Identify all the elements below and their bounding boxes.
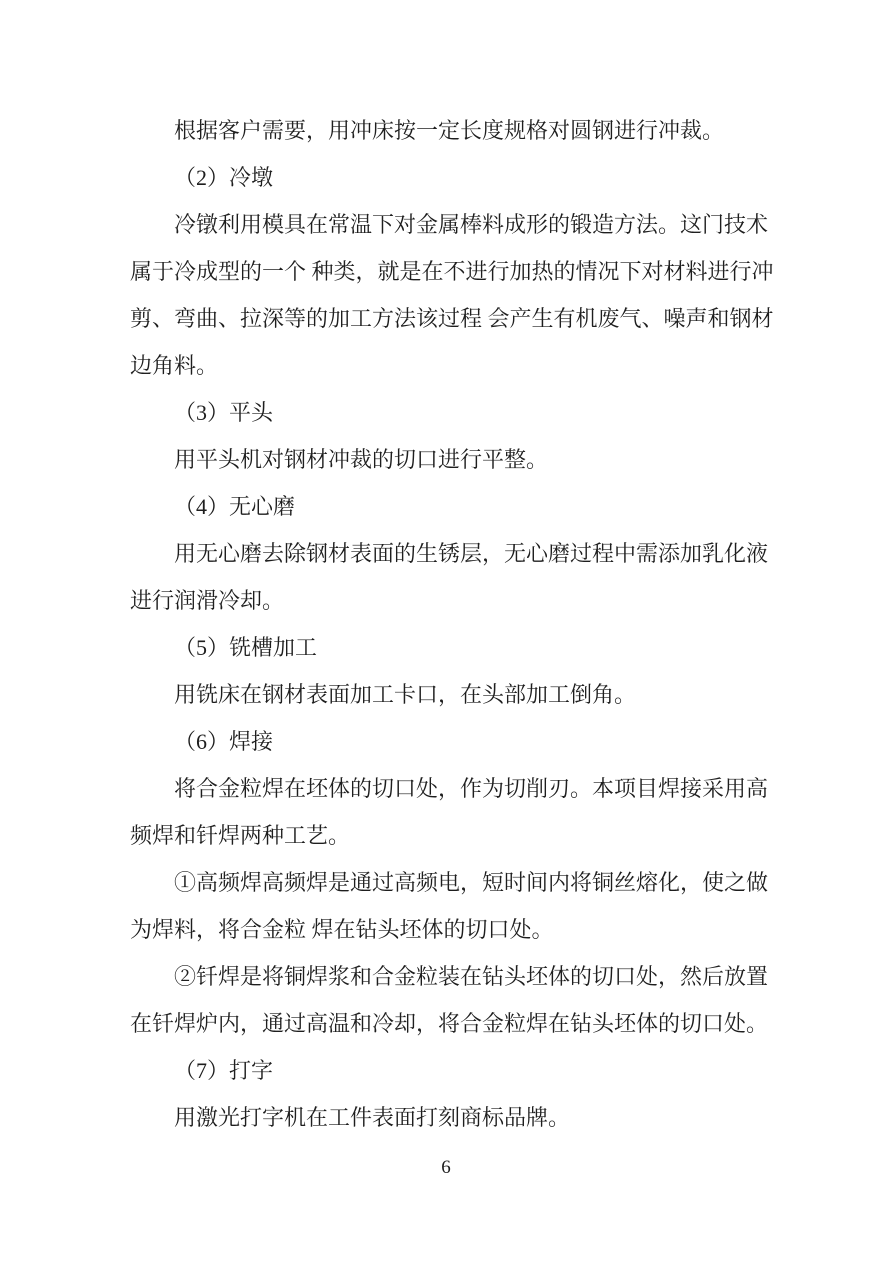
text-line: 用铣床在钢材表面加工卡口，在头部加工倒角。 <box>174 682 637 707</box>
text-line: 冷镦利用模具在常温下对金属棒料成形的锻造方法。这门技术 <box>174 212 769 237</box>
text-line: 进行润滑冷却。 <box>130 588 285 613</box>
text-line: （7）打字 <box>174 1058 274 1083</box>
text-line: 将合金粒焊在坯体的切口处，作为切削刃。本项目焊接采用高 <box>174 776 769 801</box>
text-line: 频焊和钎焊两种工艺。 <box>130 823 351 848</box>
text-line: 剪、弯曲、拉深等的加工方法该过程 会产生有机废气、噪声和钢材 <box>130 306 774 331</box>
text-line: ①高频焊高频焊是通过高频电，短时间内将铜丝熔化，使之做 <box>174 870 769 895</box>
text-line: （5）铣槽加工 <box>174 635 318 660</box>
text-line: 用激光打字机在工件表面打刻商标品牌。 <box>174 1105 571 1130</box>
text-line: （4）无心磨 <box>174 494 296 519</box>
text-line: 边角料。 <box>130 353 219 378</box>
text-line: 根据客户需要，用冲床按一定长度规格对圆钢进行冲裁。 <box>174 118 725 143</box>
text-line: 在钎焊炉内，通过高温和冷却，将合金粒焊在钻头坯体的切口处。 <box>130 1011 769 1036</box>
text-line: ②钎焊是将铜焊浆和合金粒装在钻头坯体的切口处，然后放置 <box>174 964 769 989</box>
text-line: （6）焊接 <box>174 729 274 754</box>
text-line: 用无心磨去除钢材表面的生锈层，无心磨过程中需添加乳化液 <box>174 541 769 566</box>
page-footer <box>0 1156 892 1180</box>
text-line: 属于冷成型的一个 种类，就是在不进行加热的情况下对材料进行冲 <box>130 259 774 284</box>
text-line: （2）冷墩 <box>174 165 274 190</box>
text-line: 用平头机对钢材冲裁的切口进行平整。 <box>174 447 549 472</box>
text-line: （3）平头 <box>174 400 274 425</box>
text-line: 为焊料，将合金粒 焊在钻头坯体的切口处。 <box>130 917 554 942</box>
document-body <box>130 107 774 1141</box>
page-number: 6 <box>441 1157 451 1178</box>
